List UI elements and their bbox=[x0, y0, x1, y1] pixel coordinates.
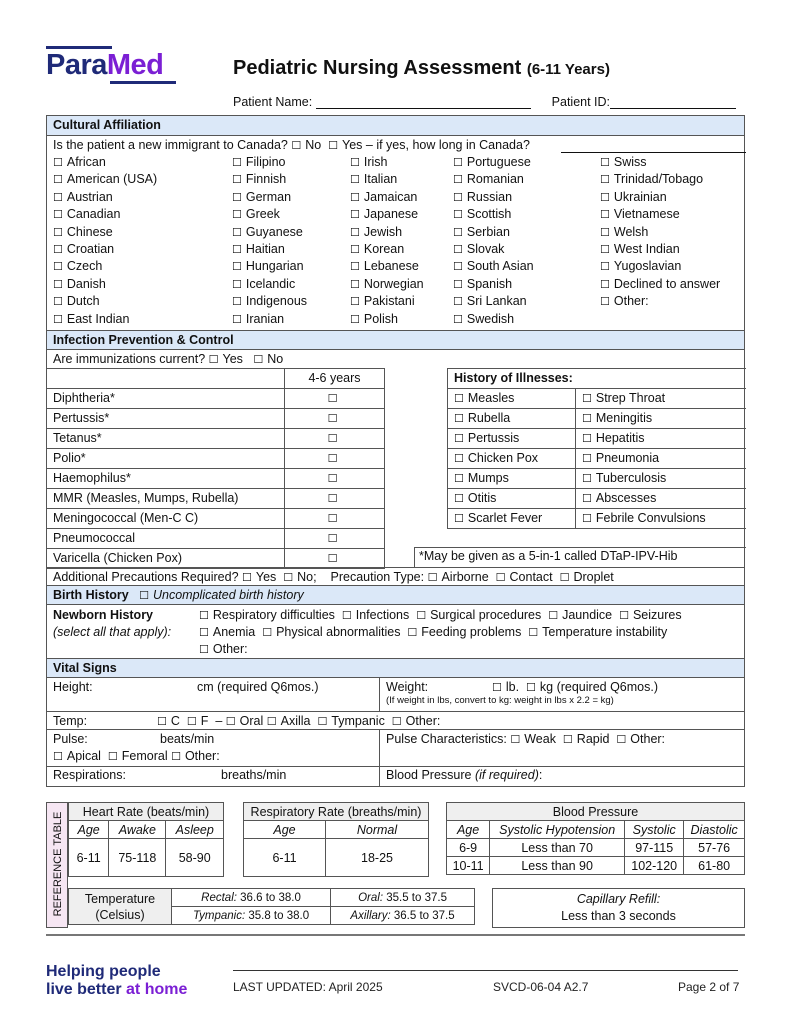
pulse-rapid-checkbox[interactable]: ☐ Rapid bbox=[563, 732, 610, 746]
oral-label: Oral: bbox=[358, 891, 384, 904]
tympanic-value: 35.8 to 38.0 bbox=[248, 909, 310, 922]
culture-option[interactable]: ☐ Sri Lankan bbox=[453, 293, 600, 310]
rr-cell: 6-11 bbox=[244, 839, 326, 877]
vaccine-checkbox[interactable] bbox=[285, 408, 385, 428]
logo-med: Med bbox=[106, 49, 164, 81]
bp-ref-title: Blood Pressure bbox=[447, 803, 745, 821]
reference-side-label bbox=[46, 802, 68, 928]
newborn-checkbox[interactable]: ☐ Jaundice bbox=[548, 608, 612, 622]
culture-option[interactable]: ☐ Guyanese bbox=[232, 224, 350, 241]
immigrant-yes-checkbox[interactable]: ☐ Yes – if yes, how long in Canada? bbox=[328, 138, 530, 152]
rectal-value: 36.6 to 38.0 bbox=[240, 891, 301, 904]
table-row bbox=[448, 428, 747, 448]
culture-option[interactable]: ☐ Indigenous bbox=[232, 293, 350, 310]
temp-axilla-checkbox[interactable]: ☐ Axilla bbox=[267, 714, 311, 728]
bp-label: Blood Pressure bbox=[386, 767, 472, 782]
footer-divider bbox=[46, 934, 745, 936]
table-row bbox=[47, 448, 385, 468]
vaccine-checkbox[interactable] bbox=[285, 548, 385, 568]
newborn-checkbox[interactable]: ☐ Seizures bbox=[619, 608, 682, 622]
temp-other-checkbox[interactable]: ☐ Other: bbox=[392, 714, 441, 728]
respiratory-rate-table bbox=[243, 802, 429, 877]
vaccine-label: Polio* bbox=[47, 448, 285, 468]
immigrant-no-checkbox[interactable]: ☐ No bbox=[291, 138, 321, 152]
tympanic-label: Tympanic: bbox=[192, 909, 246, 922]
immunization-no-checkbox[interactable]: ☐ No bbox=[253, 352, 283, 366]
newborn-checkbox[interactable]: ☐ Anemia bbox=[199, 625, 255, 639]
culture-option[interactable]: ☐ Welsh bbox=[600, 224, 750, 241]
illness-checkbox[interactable]: ☐ Meningitis bbox=[576, 408, 747, 428]
patient-name-label: Patient Name: bbox=[233, 95, 313, 109]
table-row bbox=[47, 388, 385, 408]
culture-option[interactable]: ☐ Serbian bbox=[453, 224, 600, 241]
title-main: Pediatric Nursing Assessment bbox=[233, 57, 522, 79]
culture-empty-cell bbox=[600, 311, 750, 328]
heart-rate-title: Heart Rate (beats/min) bbox=[69, 803, 224, 821]
bp-cell: 97-115 bbox=[625, 839, 684, 857]
pulse-femoral-checkbox[interactable]: ☐ Femoral bbox=[108, 749, 168, 763]
temp-dash: – bbox=[215, 713, 223, 728]
logo-bar-bottom bbox=[110, 81, 176, 84]
document-code: SVCD-06-04 A2.7 bbox=[493, 980, 589, 994]
precaution-airborne-checkbox[interactable]: ☐ Airborne bbox=[428, 570, 489, 584]
assessment-form bbox=[46, 115, 745, 787]
culture-option[interactable]: ☐ Polish bbox=[350, 311, 453, 328]
culture-option[interactable]: ☐ Hungarian bbox=[232, 258, 350, 275]
newborn-other-checkbox[interactable]: ☐ Other: bbox=[199, 642, 248, 656]
bp-cell: 61-80 bbox=[684, 857, 745, 875]
temp-f-checkbox[interactable]: ☐ F bbox=[187, 714, 209, 728]
vaccine-checkbox[interactable] bbox=[285, 388, 385, 408]
tagline-line2b: at home bbox=[126, 981, 188, 998]
vaccine-footnote: *May be given as a 5-in-1 called DTaP-IPV-Hib bbox=[414, 547, 746, 567]
temperature-title bbox=[69, 889, 172, 925]
pulse-row bbox=[47, 729, 744, 766]
culture-option[interactable]: ☐ Danish bbox=[53, 276, 232, 293]
culture-option[interactable]: ☐ East Indian bbox=[53, 311, 232, 328]
newborn-history-label: Newborn History bbox=[53, 607, 154, 622]
illness-checkbox[interactable]: ☐ Scarlet Fever bbox=[448, 508, 576, 528]
patient-id-field[interactable] bbox=[610, 97, 736, 109]
immunization-question-row bbox=[47, 350, 744, 368]
culture-options-grid bbox=[47, 154, 744, 330]
vaccine-checkbox[interactable] bbox=[285, 488, 385, 508]
rr-header: Normal bbox=[326, 821, 429, 839]
culture-option[interactable]: ☐ Croatian bbox=[53, 241, 232, 258]
culture-option[interactable]: ☐ Icelandic bbox=[232, 276, 350, 293]
culture-option[interactable]: ☐ Trinidad/Tobago bbox=[600, 171, 750, 188]
imm-header-blank bbox=[47, 368, 285, 388]
culture-option[interactable]: ☐ Ukrainian bbox=[600, 189, 750, 206]
respirations-label: Respirations: bbox=[53, 767, 126, 782]
weight-conversion-note: (If weight in lbs, convert to kg: weight in lbs x 2.2 = kg) bbox=[386, 694, 614, 706]
oral-value: 35.5 to 37.5 bbox=[386, 891, 447, 904]
birth-history-title: Birth History bbox=[53, 587, 129, 602]
illness-checkbox[interactable]: ☐ Pertussis bbox=[448, 428, 576, 448]
pulse-other-char-checkbox[interactable]: ☐ Other: bbox=[616, 732, 665, 746]
newborn-checkbox[interactable]: ☐ Feeding problems bbox=[407, 625, 521, 639]
precautions-row bbox=[47, 567, 744, 585]
hr-cell: 6-11 bbox=[69, 839, 109, 877]
culture-option[interactable]: ☐ Canadian bbox=[53, 206, 232, 223]
height-unit: cm (required Q6mos.) bbox=[197, 679, 319, 694]
title-suffix: (6-11 Years) bbox=[526, 61, 610, 78]
tagline bbox=[46, 963, 187, 999]
table-row bbox=[47, 468, 385, 488]
immunization-table bbox=[46, 368, 385, 569]
culture-option[interactable]: ☐ Spanish bbox=[453, 276, 600, 293]
bp-header: Systolic Hypotension bbox=[490, 821, 625, 839]
bp-cell: 10-11 bbox=[447, 857, 490, 875]
imm-column-header: 4-6 years bbox=[285, 368, 385, 388]
newborn-checkbox[interactable]: ☐ Respiratory difficulties bbox=[199, 608, 335, 622]
culture-option[interactable]: ☐ American (USA) bbox=[53, 171, 232, 188]
immunization-question: Are immunizations current? bbox=[53, 351, 206, 366]
culture-option[interactable]: ☐ Slovak bbox=[453, 241, 600, 258]
illness-checkbox[interactable]: ☐ Mumps bbox=[448, 468, 576, 488]
section-birth-history bbox=[47, 585, 744, 605]
bp-header: Age bbox=[447, 821, 490, 839]
section-cultural-affiliation: Cultural Affiliation bbox=[47, 116, 744, 136]
illness-checkbox[interactable]: ☐ Febrile Convulsions bbox=[576, 508, 747, 528]
uncomplicated-birth-checkbox[interactable]: ☐ Uncomplicated birth history bbox=[139, 588, 304, 602]
culture-option[interactable]: ☐ South Asian bbox=[453, 258, 600, 275]
table-row bbox=[448, 488, 747, 508]
vaccine-label: Varicella (Chicken Pox) bbox=[47, 548, 285, 568]
bp-note: (if required) bbox=[474, 767, 539, 782]
culture-option[interactable]: ☐ Yugoslavian bbox=[600, 258, 750, 275]
last-updated: LAST UPDATED: April 2025 bbox=[233, 980, 383, 994]
illness-history-table bbox=[447, 368, 746, 529]
blood-pressure-table bbox=[446, 802, 745, 875]
illness-checkbox[interactable]: ☐ Strep Throat bbox=[576, 388, 747, 408]
pulse-other-checkbox[interactable]: ☐ Other: bbox=[171, 749, 220, 763]
section-infection-prevention: Infection Prevention & Control bbox=[47, 330, 744, 350]
temp-title-1: Temperature bbox=[84, 891, 156, 906]
bp-header: Diastolic bbox=[684, 821, 745, 839]
vaccine-label: Diphtheria* bbox=[47, 388, 285, 408]
paramed-logo bbox=[46, 46, 178, 86]
culture-option[interactable]: ☐ West Indian bbox=[600, 241, 750, 258]
culture-option[interactable]: ☐ Chinese bbox=[53, 224, 232, 241]
table-row bbox=[47, 408, 385, 428]
illness-checkbox[interactable]: ☐ Otitis bbox=[448, 488, 576, 508]
reference-table bbox=[46, 802, 745, 928]
culture-option[interactable]: ☐ Italian bbox=[350, 171, 453, 188]
temp-c-checkbox[interactable]: ☐ C bbox=[157, 714, 180, 728]
table-row bbox=[447, 857, 745, 875]
illness-checkbox[interactable]: ☐ Rubella bbox=[448, 408, 576, 428]
newborn-history-sublabel: (select all that apply): bbox=[53, 624, 172, 639]
capillary-label: Capillary Refill: bbox=[576, 892, 661, 906]
tagline-line2a: live better bbox=[46, 981, 127, 998]
weight-label: Weight: bbox=[386, 679, 429, 694]
vaccine-checkbox[interactable] bbox=[285, 428, 385, 448]
precautions-no-checkbox[interactable]: ☐ No; bbox=[283, 570, 316, 584]
vaccine-label: Haemophilus* bbox=[47, 468, 285, 488]
illness-header: History of Illnesses: bbox=[448, 368, 747, 388]
culture-option[interactable]: ☐ Iranian bbox=[232, 311, 350, 328]
weight-kg-checkbox[interactable]: ☐ kg (required Q6mos.) bbox=[526, 680, 658, 694]
heart-rate-table bbox=[68, 802, 224, 877]
temp-label: Temp: bbox=[53, 713, 88, 728]
page-number: Page 2 of 7 bbox=[678, 980, 740, 994]
capillary-refill-box bbox=[492, 888, 745, 928]
newborn-checkbox[interactable]: ☐ Temperature instability bbox=[528, 625, 667, 639]
table-row bbox=[448, 448, 747, 468]
culture-option[interactable]: ☐ Dutch bbox=[53, 293, 232, 310]
tagline-line1: Helping people bbox=[46, 963, 161, 980]
culture-option[interactable]: ☐ Swiss bbox=[600, 154, 750, 171]
footer-rule bbox=[233, 970, 738, 971]
culture-option[interactable]: ☐ Pakistani bbox=[350, 293, 453, 310]
table-row bbox=[448, 468, 747, 488]
pulse-apical-checkbox[interactable]: ☐ Apical bbox=[53, 749, 101, 763]
table-row bbox=[47, 528, 385, 548]
vaccine-label: Pneumococcal bbox=[47, 528, 285, 548]
temperature-table bbox=[68, 888, 475, 925]
culture-option[interactable]: ☐ Austrian bbox=[53, 189, 232, 206]
bp-header: Systolic bbox=[625, 821, 684, 839]
rectal-label: Rectal: bbox=[201, 891, 237, 904]
rr-cell: 18-25 bbox=[326, 839, 429, 877]
table-row bbox=[448, 388, 747, 408]
resp-rate-title: Respiratory Rate (breaths/min) bbox=[244, 803, 429, 821]
table-row bbox=[448, 508, 747, 528]
illness-checkbox[interactable]: ☐ Pneumonia bbox=[576, 448, 747, 468]
culture-option[interactable]: ☐ Romanian bbox=[453, 171, 600, 188]
culture-option[interactable]: ☐ African bbox=[53, 154, 232, 171]
pulse-weak-checkbox[interactable]: ☐ Weak bbox=[510, 732, 556, 746]
bp-cell: Less than 70 bbox=[490, 839, 625, 857]
culture-option[interactable]: ☐ Finnish bbox=[232, 171, 350, 188]
culture-option[interactable]: ☐ Declined to answer bbox=[600, 276, 750, 293]
patient-name-field[interactable] bbox=[316, 97, 531, 109]
respirations-unit: breaths/min bbox=[221, 767, 287, 782]
capillary-value: Less than 3 seconds bbox=[561, 909, 676, 923]
vaccine-checkbox[interactable] bbox=[285, 448, 385, 468]
temp-row bbox=[47, 711, 744, 729]
reference-table-label: REFERENCE TABLE bbox=[52, 811, 64, 917]
culture-option[interactable]: ☐ Korean bbox=[350, 241, 453, 258]
weight-lb-checkbox[interactable]: ☐ lb. bbox=[492, 680, 519, 694]
vaccine-label: MMR (Measles, Mumps, Rubella) bbox=[47, 488, 285, 508]
illness-checkbox[interactable]: ☐ Measles bbox=[448, 388, 576, 408]
immigrant-question: Is the patient a new immigrant to Canada? bbox=[53, 138, 288, 152]
illness-checkbox[interactable]: ☐ Hepatitis bbox=[576, 428, 747, 448]
precautions-question: Additional Precautions Required? bbox=[53, 569, 239, 584]
table-row bbox=[47, 508, 385, 528]
table-row bbox=[448, 408, 747, 428]
hr-cell: 75-118 bbox=[109, 839, 166, 877]
table-row bbox=[447, 839, 745, 857]
page-title bbox=[233, 57, 610, 80]
culture-option[interactable]: ☐ Swedish bbox=[453, 311, 600, 328]
temp-title-2: (Celsius) bbox=[95, 907, 145, 922]
culture-option[interactable]: ☐ Vietnamese bbox=[600, 206, 750, 223]
newborn-checkbox[interactable]: ☐ Physical abnormalities bbox=[262, 625, 400, 639]
culture-option[interactable]: ☐ Japanese bbox=[350, 206, 453, 223]
culture-option[interactable]: ☐ Filipino bbox=[232, 154, 350, 171]
culture-option[interactable]: ☐ Other: bbox=[600, 293, 750, 310]
culture-option[interactable]: ☐ Haitian bbox=[232, 241, 350, 258]
bp-cell: 57-76 bbox=[684, 839, 745, 857]
newborn-checkbox[interactable]: ☐ Surgical procedures bbox=[416, 608, 541, 622]
precaution-type-label: Precaution Type: bbox=[330, 569, 425, 584]
culture-option[interactable]: ☐ Russian bbox=[453, 189, 600, 206]
logo-para: Para bbox=[46, 49, 107, 81]
patient-info-line bbox=[233, 95, 736, 109]
temp-tympanic-checkbox[interactable]: ☐ Tympanic bbox=[317, 714, 384, 728]
vaccine-checkbox[interactable] bbox=[285, 528, 385, 548]
immigrant-question-row bbox=[47, 136, 744, 154]
table-row bbox=[47, 488, 385, 508]
culture-option[interactable]: ☐ Jewish bbox=[350, 224, 453, 241]
vaccine-label: Tetanus* bbox=[47, 428, 285, 448]
patient-id-label: Patient ID: bbox=[551, 95, 611, 109]
vaccine-label: Pertussis* bbox=[47, 408, 285, 428]
pulse-characteristics-label: Pulse Characteristics: bbox=[386, 731, 507, 746]
hr-header: Age bbox=[69, 821, 109, 839]
newborn-checkbox[interactable]: ☐ Infections bbox=[342, 608, 409, 622]
illness-checkbox[interactable]: ☐ Chicken Pox bbox=[448, 448, 576, 468]
table-row bbox=[47, 548, 385, 568]
bp-cell: 102-120 bbox=[625, 857, 684, 875]
culture-option[interactable]: ☐ Greek bbox=[232, 206, 350, 223]
hr-header: Asleep bbox=[166, 821, 224, 839]
hr-cell: 58-90 bbox=[166, 839, 224, 877]
axillary-label: Axillary: bbox=[350, 909, 391, 922]
bp-cell: 6-9 bbox=[447, 839, 490, 857]
precaution-droplet-checkbox[interactable]: ☐ Droplet bbox=[560, 570, 614, 584]
vaccine-checkbox[interactable] bbox=[285, 468, 385, 488]
illness-checkbox[interactable]: ☐ Tuberculosis bbox=[576, 468, 747, 488]
illness-checkbox[interactable]: ☐ Abscesses bbox=[576, 488, 747, 508]
culture-option[interactable]: ☐ Irish bbox=[350, 154, 453, 171]
culture-option[interactable]: ☐ German bbox=[232, 189, 350, 206]
pulse-label: Pulse: bbox=[53, 731, 88, 746]
axillary-value: 36.5 to 37.5 bbox=[393, 909, 455, 922]
height-label: Height: bbox=[53, 679, 93, 694]
temp-oral-checkbox[interactable]: ☐ Oral bbox=[226, 714, 264, 728]
height-weight-row bbox=[47, 678, 744, 711]
immunization-yes-checkbox[interactable]: ☐ Yes bbox=[209, 352, 243, 366]
culture-option[interactable]: ☐ Norwegian bbox=[350, 276, 453, 293]
section-vital-signs: Vital Signs bbox=[47, 658, 744, 678]
vaccine-checkbox[interactable] bbox=[285, 508, 385, 528]
rr-header: Age bbox=[244, 821, 326, 839]
bp-cell: Less than 90 bbox=[490, 857, 625, 875]
immunization-area bbox=[47, 368, 744, 567]
precautions-yes-checkbox[interactable]: ☐ Yes bbox=[242, 570, 276, 584]
bp-colon: : bbox=[538, 767, 543, 782]
hr-header: Awake bbox=[109, 821, 166, 839]
pulse-unit: beats/min bbox=[160, 731, 215, 746]
table-row bbox=[47, 428, 385, 448]
culture-option[interactable]: ☐ Lebanese bbox=[350, 258, 453, 275]
vaccine-label: Meningococcal (Men-C C) bbox=[47, 508, 285, 528]
culture-option[interactable]: ☐ Scottish bbox=[453, 206, 600, 223]
respirations-row bbox=[47, 766, 744, 786]
precaution-contact-checkbox[interactable]: ☐ Contact bbox=[496, 570, 553, 584]
newborn-history bbox=[47, 605, 744, 658]
culture-option[interactable]: ☐ Czech bbox=[53, 258, 232, 275]
immigrant-duration-field[interactable] bbox=[561, 152, 746, 153]
culture-option[interactable]: ☐ Portuguese bbox=[453, 154, 600, 171]
culture-option[interactable]: ☐ Jamaican bbox=[350, 189, 453, 206]
